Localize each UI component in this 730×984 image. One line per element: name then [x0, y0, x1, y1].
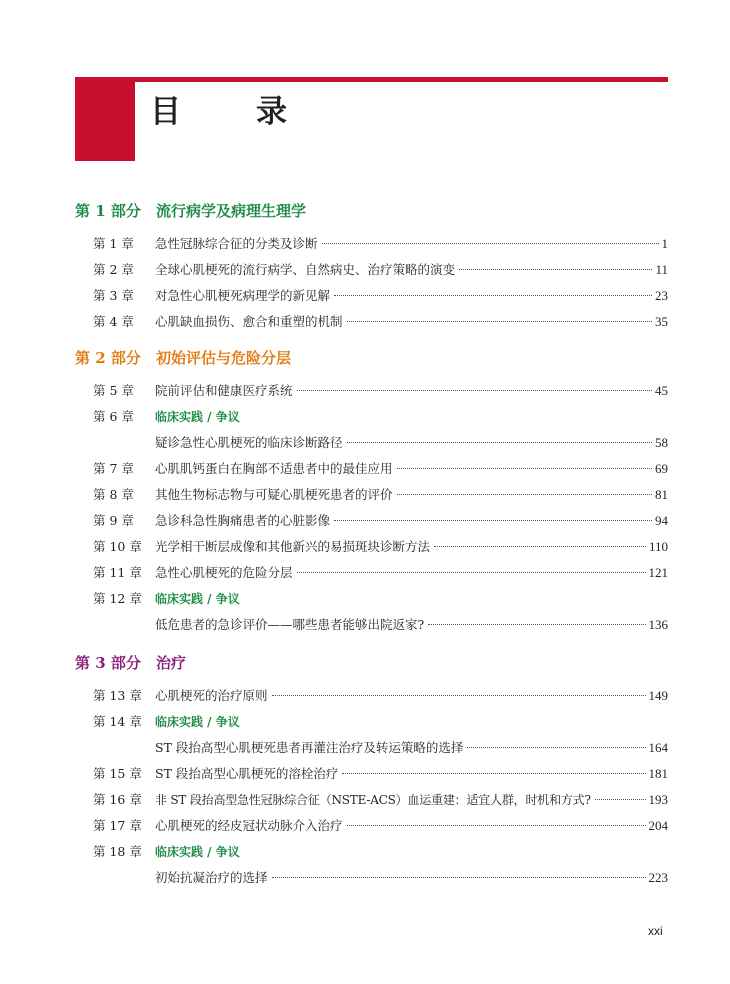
- chapter-number: 第 8 章: [93, 487, 134, 502]
- page-number: 121: [648, 565, 668, 580]
- chapter-title: 心肌梗死的治疗原则: [155, 688, 268, 703]
- page-number: 181: [648, 766, 668, 781]
- dot-leader: [428, 624, 645, 625]
- dot-leader: [342, 773, 645, 774]
- header-rule: [75, 77, 668, 82]
- chapter-title: 院前评估和健康医疗系统: [155, 383, 293, 398]
- page-number: 58: [655, 435, 668, 450]
- toc-entry[interactable]: [75, 482, 668, 508]
- chapter-number: 第 17 章: [93, 818, 142, 833]
- page-number: 223: [648, 870, 668, 885]
- toc-entry[interactable]: [75, 612, 668, 638]
- chapter-number: 第 7 章: [93, 461, 134, 476]
- toc-entry[interactable]: [75, 309, 668, 335]
- clinical-practice-tag: 临床实践 / 争议: [155, 410, 240, 424]
- clinical-practice-tag: 临床实践 / 争议: [155, 592, 240, 606]
- toc-entry-tag: [75, 709, 668, 735]
- chapter-title: 其他生物标志物与可疑心肌梗死患者的评价: [155, 487, 393, 502]
- chapter-title: 对急性心肌梗死病理学的新见解: [155, 288, 331, 303]
- page-folio: xxi: [648, 924, 663, 938]
- chapter-title: ST 段抬高型心肌梗死患者再灌注治疗及转运策略的选择: [155, 740, 464, 755]
- part-title: 初始评估与危险分层: [156, 349, 292, 367]
- page-number: 164: [648, 740, 668, 755]
- page-number: 23: [655, 288, 668, 303]
- toc-entry[interactable]: [75, 735, 668, 761]
- dot-leader: [334, 520, 652, 521]
- dot-leader: [272, 695, 646, 696]
- page-number: 193: [648, 792, 668, 807]
- toc-entry[interactable]: [75, 787, 668, 813]
- toc-entry[interactable]: [75, 378, 668, 404]
- dot-leader: [459, 269, 652, 270]
- toc-entry[interactable]: [75, 508, 668, 534]
- chapter-title: 心肌梗死的经皮冠状动脉介入治疗: [155, 818, 343, 833]
- part-number: 第 2 部分: [75, 349, 141, 367]
- toc-entry[interactable]: [75, 865, 668, 891]
- part-number: 第 1 部分: [75, 202, 141, 220]
- dot-leader: [434, 546, 646, 547]
- chapter-number: 第 2 章: [93, 262, 134, 277]
- page-number: 35: [655, 314, 668, 329]
- page-number: 110: [648, 539, 668, 554]
- dot-leader: [347, 321, 652, 322]
- chapter-title: 初始抗凝治疗的选择: [155, 870, 268, 885]
- spacer: [75, 638, 668, 650]
- header-accent-block: [75, 77, 135, 161]
- chapter-title: 光学相干断层成像和其他新兴的易损斑块诊断方法: [155, 539, 431, 554]
- toc-entry[interactable]: [75, 283, 668, 309]
- chapter-number: 第 13 章: [93, 688, 142, 703]
- page-number: 94: [655, 513, 668, 528]
- page-title: 目 录: [150, 94, 309, 130]
- dot-leader: [322, 243, 659, 244]
- page-number: 81: [655, 487, 668, 502]
- chapter-number: 第 4 章: [93, 314, 134, 329]
- chapter-title: 全球心肌梗死的流行病学、自然病史、治疗策略的演变: [155, 262, 456, 277]
- toc-entry[interactable]: [75, 683, 668, 709]
- chapter-number: 第 3 章: [93, 288, 134, 303]
- chapter-number: 第 9 章: [93, 513, 134, 528]
- toc-entry-tag: [75, 404, 668, 430]
- page-number: 149: [648, 688, 668, 703]
- chapter-title: 急性冠脉综合征的分类及诊断: [155, 236, 318, 251]
- chapter-number: 第 12 章: [93, 591, 142, 606]
- part-title: 流行病学及病理生理学: [156, 202, 307, 220]
- dot-leader: [272, 877, 646, 878]
- chapter-number: 第 18 章: [93, 844, 142, 859]
- dot-leader: [397, 468, 652, 469]
- dot-leader: [467, 747, 645, 748]
- toc-entry[interactable]: [75, 257, 668, 283]
- dot-leader: [347, 442, 652, 443]
- toc-entry[interactable]: [75, 534, 668, 560]
- chapter-number: 第 1 章: [93, 236, 134, 251]
- chapter-title: 低危患者的急诊评价——哪些患者能够出院返家?: [155, 617, 425, 632]
- table-of-contents: [75, 198, 668, 891]
- toc-entry[interactable]: [75, 761, 668, 787]
- dot-leader: [397, 494, 652, 495]
- chapter-title: 急诊科急性胸痛患者的心脏影像: [155, 513, 331, 528]
- toc-entry[interactable]: [75, 430, 668, 456]
- dot-leader: [297, 390, 652, 391]
- dot-leader: [347, 825, 646, 826]
- part-heading[interactable]: [75, 650, 668, 676]
- page-number: 69: [655, 461, 668, 476]
- part-title: 治疗: [156, 654, 187, 672]
- toc-entry-tag: [75, 586, 668, 612]
- dot-leader: [334, 295, 652, 296]
- toc-entry[interactable]: [75, 456, 668, 482]
- dot-leader: [595, 799, 646, 800]
- part-number: 第 3 部分: [75, 654, 141, 672]
- chapter-number: 第 5 章: [93, 383, 134, 398]
- spacer: [75, 335, 668, 345]
- page-number: 136: [648, 617, 668, 632]
- part-heading[interactable]: [75, 345, 668, 371]
- page-number: 204: [648, 818, 668, 833]
- chapter-title: 非 ST 段抬高型急性冠脉综合征（NSTE-ACS）血运重建：适宜人群，时机和方式?: [155, 793, 591, 807]
- page-number: 45: [655, 383, 668, 398]
- toc-entry[interactable]: [75, 560, 668, 586]
- page-number: 11: [655, 262, 668, 277]
- clinical-practice-tag: 临床实践 / 争议: [155, 715, 240, 729]
- toc-entry[interactable]: [75, 813, 668, 839]
- dot-leader: [297, 572, 646, 573]
- chapter-number: 第 6 章: [93, 409, 134, 424]
- toc-entry[interactable]: [75, 231, 668, 257]
- toc-entry-tag: [75, 839, 668, 865]
- chapter-number: 第 11 章: [93, 565, 142, 580]
- chapter-title: 疑诊急性心肌梗死的临床诊断路径: [155, 435, 343, 450]
- chapter-number: 第 14 章: [93, 714, 142, 729]
- clinical-practice-tag: 临床实践 / 争议: [155, 845, 240, 859]
- chapter-title: 心肌肌钙蛋白在胸部不适患者中的最佳应用: [155, 461, 393, 476]
- part-heading[interactable]: [75, 198, 668, 224]
- chapter-title: 心肌缺血损伤、愈合和重塑的机制: [155, 314, 343, 329]
- chapter-number: 第 10 章: [93, 539, 142, 554]
- chapter-number: 第 16 章: [93, 792, 142, 807]
- chapter-title: 急性心肌梗死的危险分层: [155, 565, 293, 580]
- page-number: 1: [661, 236, 668, 251]
- chapter-title: ST 段抬高型心肌梗死的溶栓治疗: [155, 766, 339, 781]
- chapter-number: 第 15 章: [93, 766, 142, 781]
